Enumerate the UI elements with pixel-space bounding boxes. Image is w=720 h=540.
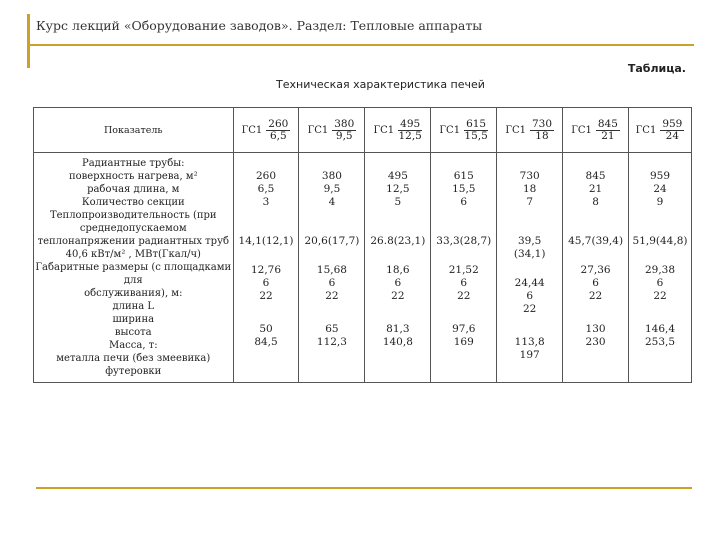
parameter-label: Количество секции <box>81 197 185 208</box>
dim-length-value: 21,52 <box>448 264 479 276</box>
model-numerator: 260 <box>268 117 289 130</box>
sections-value: 3 <box>262 196 270 208</box>
table-body-row <box>34 153 692 383</box>
heat-output-value: 26.8(23,1) <box>370 235 426 247</box>
model-values-cell <box>365 153 431 383</box>
dim-height-value: 22 <box>259 290 273 302</box>
parameter-label: футеровки <box>105 366 162 377</box>
dim-height-value: 22 <box>588 290 603 302</box>
dim-width-value: 6 <box>592 277 599 289</box>
lining-mass-value: 112,3 <box>316 336 347 348</box>
model-header <box>299 108 365 153</box>
parameter-label: среднедопускаемом <box>79 223 187 234</box>
metal-mass-value: 146,4 <box>644 323 676 335</box>
sections-value: 6 <box>460 196 468 208</box>
model-code: ГС1 <box>373 124 395 136</box>
heat-output-value: 45,7(39,4) <box>568 235 624 247</box>
header-accent-bar-horizontal <box>27 44 694 46</box>
parameter-label: длина L <box>112 301 155 312</box>
dim-width-value: 6 <box>262 277 270 289</box>
length-value: 21 <box>588 183 603 195</box>
dim-length-value: 15,68 <box>316 264 347 276</box>
dim-height-value: 22 <box>391 290 405 302</box>
dim-height-value: 22 <box>325 290 339 302</box>
metal-mass-value: 81,3 <box>386 323 410 335</box>
dim-length-value: 27,36 <box>580 264 611 276</box>
model-values-cell <box>497 153 563 383</box>
heat-output-value: 39,5 <box>517 235 542 247</box>
parameter-label: рабочая длина, м <box>87 184 180 195</box>
model-header <box>365 108 431 153</box>
surface-value: 615 <box>453 170 474 182</box>
model-header <box>497 108 563 153</box>
lining-mass-value: 197 <box>519 349 540 361</box>
metal-mass-value: 130 <box>585 323 606 335</box>
model-code: ГС1 <box>241 124 263 136</box>
model-values-cell <box>431 153 497 383</box>
model-numerator: 845 <box>597 117 618 130</box>
dim-width-value: 6 <box>394 277 402 289</box>
model-denominator: 21 <box>601 129 615 142</box>
dim-height-value: 22 <box>457 290 471 302</box>
model-values-cell <box>629 153 692 383</box>
model-code: ГС1 <box>307 124 329 136</box>
parameter-label: Габаритные размеры (с площадками <box>35 262 232 273</box>
parameters-cell <box>34 153 234 383</box>
heat-output-extra: (34,1) <box>513 248 546 260</box>
parameter-label: поверхность нагрева, м² <box>68 171 198 182</box>
dim-width-value: 6 <box>656 277 664 289</box>
model-header <box>233 108 299 153</box>
lining-mass-value: 253,5 <box>644 336 676 348</box>
dim-height-value: 22 <box>653 290 667 302</box>
lining-mass-value: 84,5 <box>254 336 278 348</box>
lining-mass-value: 169 <box>453 336 474 348</box>
parameter-label: для <box>123 275 143 286</box>
model-header <box>563 108 629 153</box>
table-header-row <box>34 108 692 153</box>
page-title: Курс лекций «Оборудование заводов». Раздел: Тепловые аппараты <box>36 18 483 33</box>
sections-value: 4 <box>328 196 336 208</box>
model-denominator: 9,5 <box>335 129 353 142</box>
metal-mass-value: 97,6 <box>452 323 476 335</box>
parameter-label: 40,6 кВт/м² , МВт(Гкал/ч) <box>65 249 201 260</box>
model-code: ГС1 <box>571 124 592 136</box>
table-label: Таблица. <box>627 62 686 75</box>
dim-width-value: 6 <box>526 290 534 302</box>
header-accent-bar-vertical <box>27 14 30 68</box>
table-caption: Техническая характеристика печей <box>276 78 485 91</box>
model-header <box>431 108 497 153</box>
metal-mass-value: 65 <box>325 323 339 335</box>
dim-length-value: 12,76 <box>250 264 282 276</box>
model-denominator: 18 <box>535 129 549 142</box>
dim-length-value: 18,6 <box>386 264 410 276</box>
heat-output-value: 51,9(44,8) <box>632 235 688 247</box>
surface-value: 495 <box>387 170 408 182</box>
model-numerator: 730 <box>531 117 553 130</box>
model-numerator: 959 <box>662 117 683 130</box>
parameter-label: Масса, т: <box>108 340 158 351</box>
model-numerator: 615 <box>466 117 487 130</box>
heat-output-value: 20,6(17,7) <box>304 235 360 247</box>
specification-table <box>33 107 692 383</box>
sections-value: 7 <box>526 196 534 208</box>
sections-value: 9 <box>656 196 664 208</box>
surface-value: 380 <box>321 170 342 182</box>
surface-value: 959 <box>649 170 671 182</box>
lining-mass-value: 230 <box>585 336 606 348</box>
indicator-header: Показатель <box>34 108 234 153</box>
heat-output-value: 33,3(28,7) <box>436 235 492 247</box>
length-value: 9,5 <box>323 183 341 195</box>
model-header <box>629 108 692 153</box>
surface-value: 845 <box>585 170 606 182</box>
dim-length-value: 24,44 <box>514 277 545 289</box>
sections-value: 8 <box>592 196 599 208</box>
length-value: 12,5 <box>386 183 410 195</box>
dim-height-value: 22 <box>522 303 537 315</box>
model-code: ГС1 <box>635 124 657 136</box>
model-code: ГС1 <box>505 124 526 136</box>
model-denominator: 12,5 <box>398 129 422 142</box>
model-values-cell <box>299 153 365 383</box>
metal-mass-value: 50 <box>259 323 273 335</box>
length-value: 24 <box>653 183 667 195</box>
dim-width-value: 6 <box>460 277 468 289</box>
model-denominator: 15,5 <box>464 129 488 142</box>
parameter-label: Радиантные трубы: <box>81 158 185 169</box>
model-values-cell <box>563 153 629 383</box>
parameter-label: обслуживания), м: <box>84 288 183 299</box>
lining-mass-value: 140,8 <box>382 336 413 348</box>
model-numerator: 495 <box>400 117 421 130</box>
surface-value: 260 <box>255 170 277 182</box>
dim-width-value: 6 <box>328 277 336 289</box>
heat-output-value: 14,1(12,1) <box>238 235 294 247</box>
length-value: 15,5 <box>452 183 476 195</box>
model-denominator: 24 <box>665 129 680 142</box>
parameter-label: теплонапряжении радиантных труб <box>37 236 229 247</box>
length-value: 18 <box>522 183 537 195</box>
parameter-label: высота <box>114 327 152 338</box>
parameter-label: Теплопроизводительность (при <box>49 210 217 221</box>
surface-value: 730 <box>519 170 540 182</box>
parameter-label: ширина <box>112 314 155 325</box>
dim-length-value: 29,38 <box>644 264 676 276</box>
parameter-label: металла печи (без змеевика) <box>56 353 211 364</box>
footer-accent-bar <box>36 487 692 489</box>
metal-mass-value: 113,8 <box>514 336 545 348</box>
sections-value: 5 <box>394 196 402 208</box>
model-numerator: 380 <box>334 117 355 130</box>
model-values-cell <box>233 153 299 383</box>
length-value: 6,5 <box>257 183 275 195</box>
model-denominator: 6,5 <box>269 129 287 142</box>
model-code: ГС1 <box>439 124 461 136</box>
